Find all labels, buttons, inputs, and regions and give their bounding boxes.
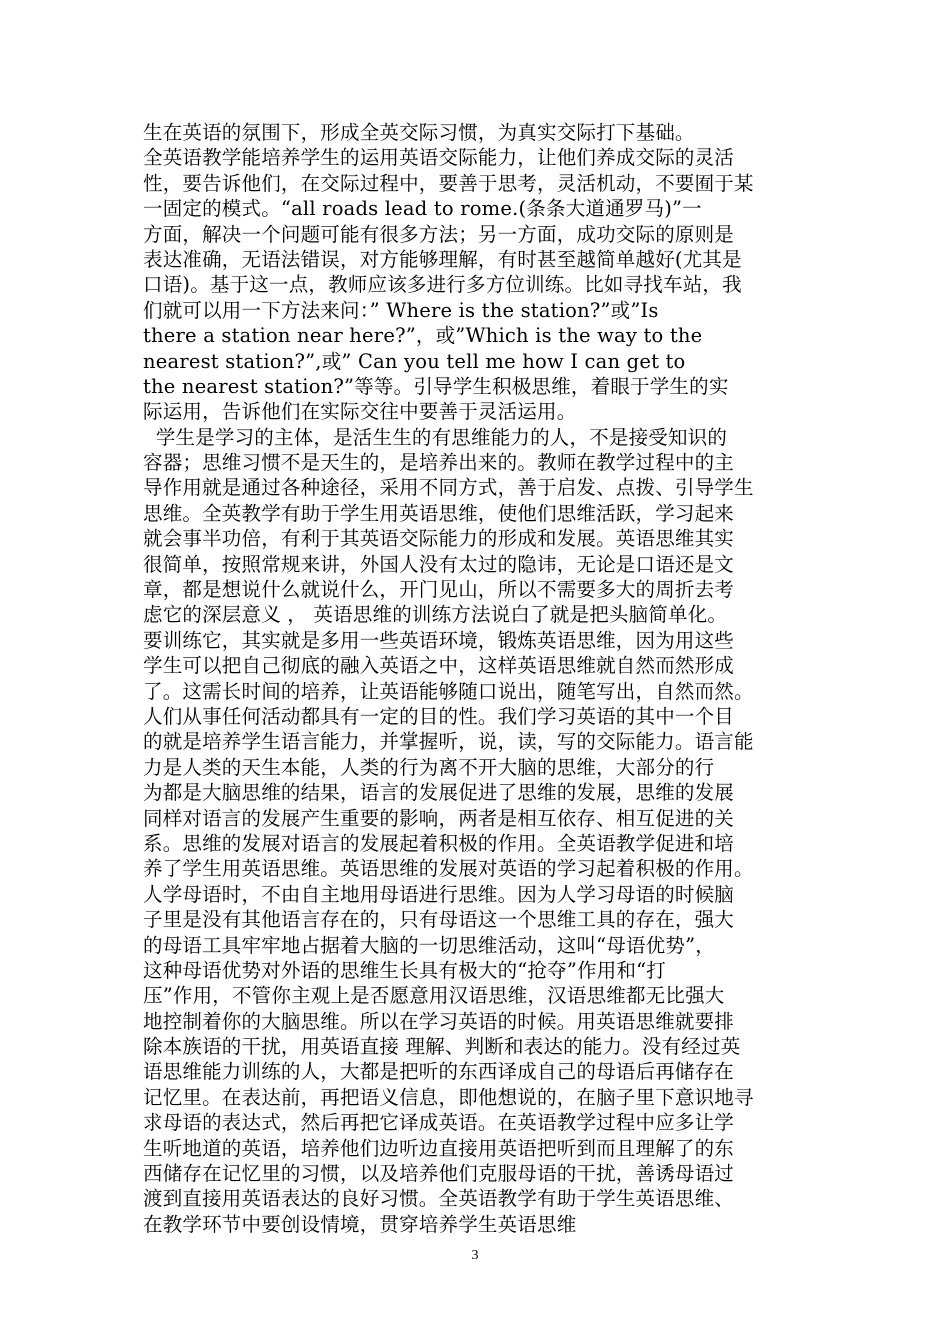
text-line: nearest station?”,或” Can you tell me how I can get to: [143, 349, 686, 373]
text-line: 学生是学习的主体，是活生生的有思维能力的人，不是接受知识的: [143, 425, 728, 449]
page-number: 3: [471, 1248, 479, 1263]
text-line: 压”作用，不管你主观上是否愿意用汉语思维，汉语思维都无比强大: [143, 984, 725, 1008]
text-line: 一固定的模式。“all roads lead to rome.(条条大道通罗马)”一: [143, 197, 702, 221]
text-line: 了。这需长时间的培养，让英语能够随口说出，随笔写出，自然而然。: [143, 679, 754, 703]
text-line: 系。思维的发展对语言的发展起着积极的作用。全英语教学促进和培: [143, 831, 735, 855]
text-line: 在教学环节中要创设情境，贯穿培养学生英语思维: [143, 1212, 577, 1236]
text-line: 除本族语的干扰，用英语直接 理解、判断和表达的能力。没有经过英: [143, 1035, 741, 1059]
text-line: 学生可以把自己彻底的融入英语之中，这样英语思维就自然而然形成: [143, 654, 735, 678]
text-line: 方面，解决一个问题可能有很多方法；另一方面，成功交际的原则是: [143, 222, 735, 246]
text-line: 很简单，按照常规来讲，外国人没有太过的隐讳，无论是口语还是文: [143, 552, 735, 576]
text-line: 的就是培养学生语言能力，并掌握听，说，读，写的交际能力。语言能: [143, 730, 754, 754]
document-body: [143, 120, 807, 1237]
text-line: 思维。全英教学有助于学生用英语思维，使他们思维活跃，学习起来: [143, 501, 735, 525]
text-line: 生在英语的氛围下，形成全英交际习惯，为真实交际打下基础。: [143, 121, 695, 144]
text-line: the nearest station?”等等。引导学生积极思维，着眼于学生的实: [143, 374, 729, 398]
text-line: 容器；思维习惯不是天生的，是培养出来的。教师在教学过程中的主: [143, 451, 735, 475]
text-line: 子里是没有其他语言存在的，只有母语这一个思维工具的存在，强大: [143, 908, 735, 932]
text-line: 西储存在记忆里的习惯，以及培养他们克服母语的干扰，善诱母语过: [143, 1162, 735, 1186]
text-line: 养了学生用英语思维。英语思维的发展对英语的学习起着积极的作用。: [143, 857, 754, 881]
text-line: 渡到直接用英语表达的良好习惯。全英语教学有助于学生英语思维、: [143, 1187, 735, 1211]
text-line: 语思维能力训练的人，大都是把听的东西译成自己的母语后再储存在: [143, 1060, 735, 1084]
text-line: 这种母语优势对外语的思维生长具有极大的“抢夺”作用和“打: [143, 958, 667, 982]
text-line: 力是人类的天生本能，人类的行为离不开大脑的思维，大部分的行: [143, 755, 715, 779]
text-line: 导作用就是通过各种途径，采用不同方式，善于启发、点拨、引导学生: [143, 476, 754, 500]
text-line: 的母语工具牢牢地占据着大脑的一切思维活动，这叫“母语优势”，: [143, 933, 715, 957]
text-line: 们就可以用一下方法来问：” Where is the station?”或”Is: [143, 298, 659, 322]
text-line: 人们从事任何活动都具有一定的目的性。我们学习英语的其中一个目: [143, 704, 735, 728]
text-line: 际运用，告诉他们在实际交往中要善于灵活运用。: [143, 400, 577, 424]
text-line: 性，要告诉他们，在交际过程中，要善于思考，灵活机动，不要囿于某: [143, 171, 754, 195]
text-line: 表达准确，无语法错误，对方能够理解，有时甚至越简单越好(尤其是: [143, 247, 742, 271]
text-line: 要训练它，其实就是多用一些英语环境，锻炼英语思维，因为用这些: [143, 628, 735, 652]
text-line: 就会事半功倍，有利于其英语交际能力的形成和发展。英语思维其实: [143, 527, 735, 551]
text-line: 人学母语时，不由自主地用母语进行思维。因为人学习母语的时候脑: [143, 882, 735, 906]
text-line: 记忆里。在表达前，再把语义信息，即他想说的，在脑子里下意识地寻: [143, 1085, 754, 1109]
text-line: 全英语教学能培养学生的运用英语交际能力，让他们养成交际的灵活: [143, 146, 735, 170]
text-line: there a station near here?”，或”Which is the way to the: [143, 324, 703, 348]
text-line: 章，都是想说什么就说什么，开门见山，所以不需要多大的周折去考: [143, 578, 735, 602]
text-line: 求母语的表达式，然后再把它译成英语。在英语教学过程中应多让学: [143, 1111, 735, 1135]
text-line: 口语)。基于这一点，教师应该多进行多方位训练。比如寻找车站，我: [143, 273, 742, 297]
text-line: 虑它的深层意义 ， 英语思维的训练方法说白了就是把头脑简单化。: [143, 603, 728, 627]
text-line: 为都是大脑思维的结果，语言的发展促进了思维的发展，思维的发展: [143, 781, 735, 805]
text-line: 地控制着你的大脑思维。所以在学习英语的时候。用英语思维就要排: [143, 1009, 735, 1033]
text-line: 生听地道的英语，培养他们边听边直接用英语把听到而且理解了的东: [143, 1136, 735, 1160]
text-line: 同样对语言的发展产生重要的影响，两者是相互依存、相互促进的关: [143, 806, 735, 830]
